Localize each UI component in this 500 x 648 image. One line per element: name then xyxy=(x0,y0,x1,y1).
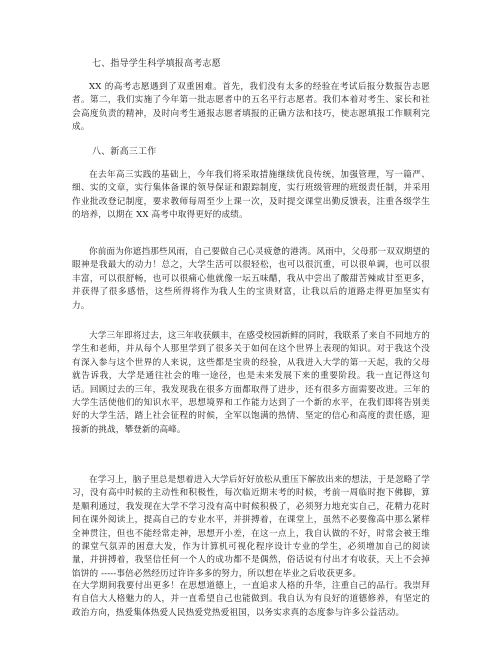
section-heading-8: 八、新高三工作 xyxy=(92,147,157,157)
paragraph-8-1: 在去年高三实践的基础上，今年我们将采取措施继续优良传统，加强管理，写一篇严、细、实的文章，实行集体备课的领导保证和跟踪制度，实行班级管理的班级责任制，并采用作业批改登记制度，要求教师每周至少上课一次，及时提交课堂出勤反馈表，注重各级学生的培养，以期在 XX 高考中取得更好的成绩。 xyxy=(72,170,430,221)
paragraph-8-3: 大学三年即将过去，这三年收获颇丰，在感受校园新鲜的同时，我联系了来自不同地方的学生和老师，并从每个人那里学到了很多关于如何在这个世界上表现的知识。对于我这个没有深入参与这个世界的人来说，这些都是宝贵的经验，从我进入大学的第一天起，我的父母就告诉我，大学是通往社会的唯一途径，也是未来发展下来的重要阶段。我一直记得这句话。回顾过去的三年，我发现我在很多方面都取得了进步，还有很多方面需要改进。三年的大学生活使他们的知识水平，思想境界和工作能力达到了一个新的水平，在我们即将告别美好的大学生活，踏上社会征程的时候，全军以饱满的热情、坚定的信心和高度的责任感，迎接新的挑战，攀登新的高峰。 xyxy=(72,331,431,435)
paragraph-8-5: 在大学期间我要付出更多！在思想道德上，一直追求人格的升华，注重自己的品行。我崇拜有自信大人格魅力的人，并一直希望自己也能做到。我自认为有良好的道德修养，有坚定的政治方向，热爱集体热爱人民热爱党热爱祖国，以务实求真的态度参与许多公益活动。 xyxy=(72,581,430,618)
paragraph-8-2: 你前面为你遮挡那些风雨，自己要做自己心灵疲惫的港湾。风雨中，父母那一双双期望的眼神是我最大的动力！总之，大学生活可以很轻松，也可以很沉重，可以很单调，也可以很丰富，可以很舒畅，也可以很痛心他就像一坛五味醋，我从中尝出了酸甜苦辣咸甘至更多，并获得了很多感悟，这些所得将作为我人生的宝贵财富，让我以后的道路走得更加坚实有力。 xyxy=(72,247,431,311)
paragraph-7: XX 的高考志愿遇到了双重困难。首先，我们没有太多的经验在考试后报分数报告志愿者。第二，我们实施了今年第一批志愿者中的五名平行志愿者。我们本着对考生、家长和社会高度负责的精神，及时向考生通报志愿者填报的正确方法和技巧，使志愿填报工作顺利完成。 xyxy=(72,82,430,133)
paragraph-8-4: 在学习上，脑子里总是想着进入大学后好好放松从重压下解放出来的想法，于是忽略了学习，没有高中时候的主动性和积极性，每次临近期末考的时候，考前一周临时抱下佛脚，算是顺利通过，我发现在大学不学习没有高中时候积极了，必须努力地充实自己，花精力花时间在课外阅读上，提高自己的专业水平，并拼搏着，在课堂上，虽然不必要像高中那么紧样全神贯注，但也不能经常走神，思想开小差，在这一点上，我自认做的不好，时常会被王维的课堂气氛弄的困意大发，作为计算机可视化程序设计专业的学生，必须增加自己的阅读量，并拼搏着，我坚信任何一个人的成功都不是偶然，俗话说有付出才有收获，天上不会掉馅饼的 -----事倍必然经历过许许多多的努力，所以想在毕业之后收获更多。 xyxy=(72,475,431,579)
section-heading-7: 七、指导学生科学填报高考志愿 xyxy=(92,59,221,69)
